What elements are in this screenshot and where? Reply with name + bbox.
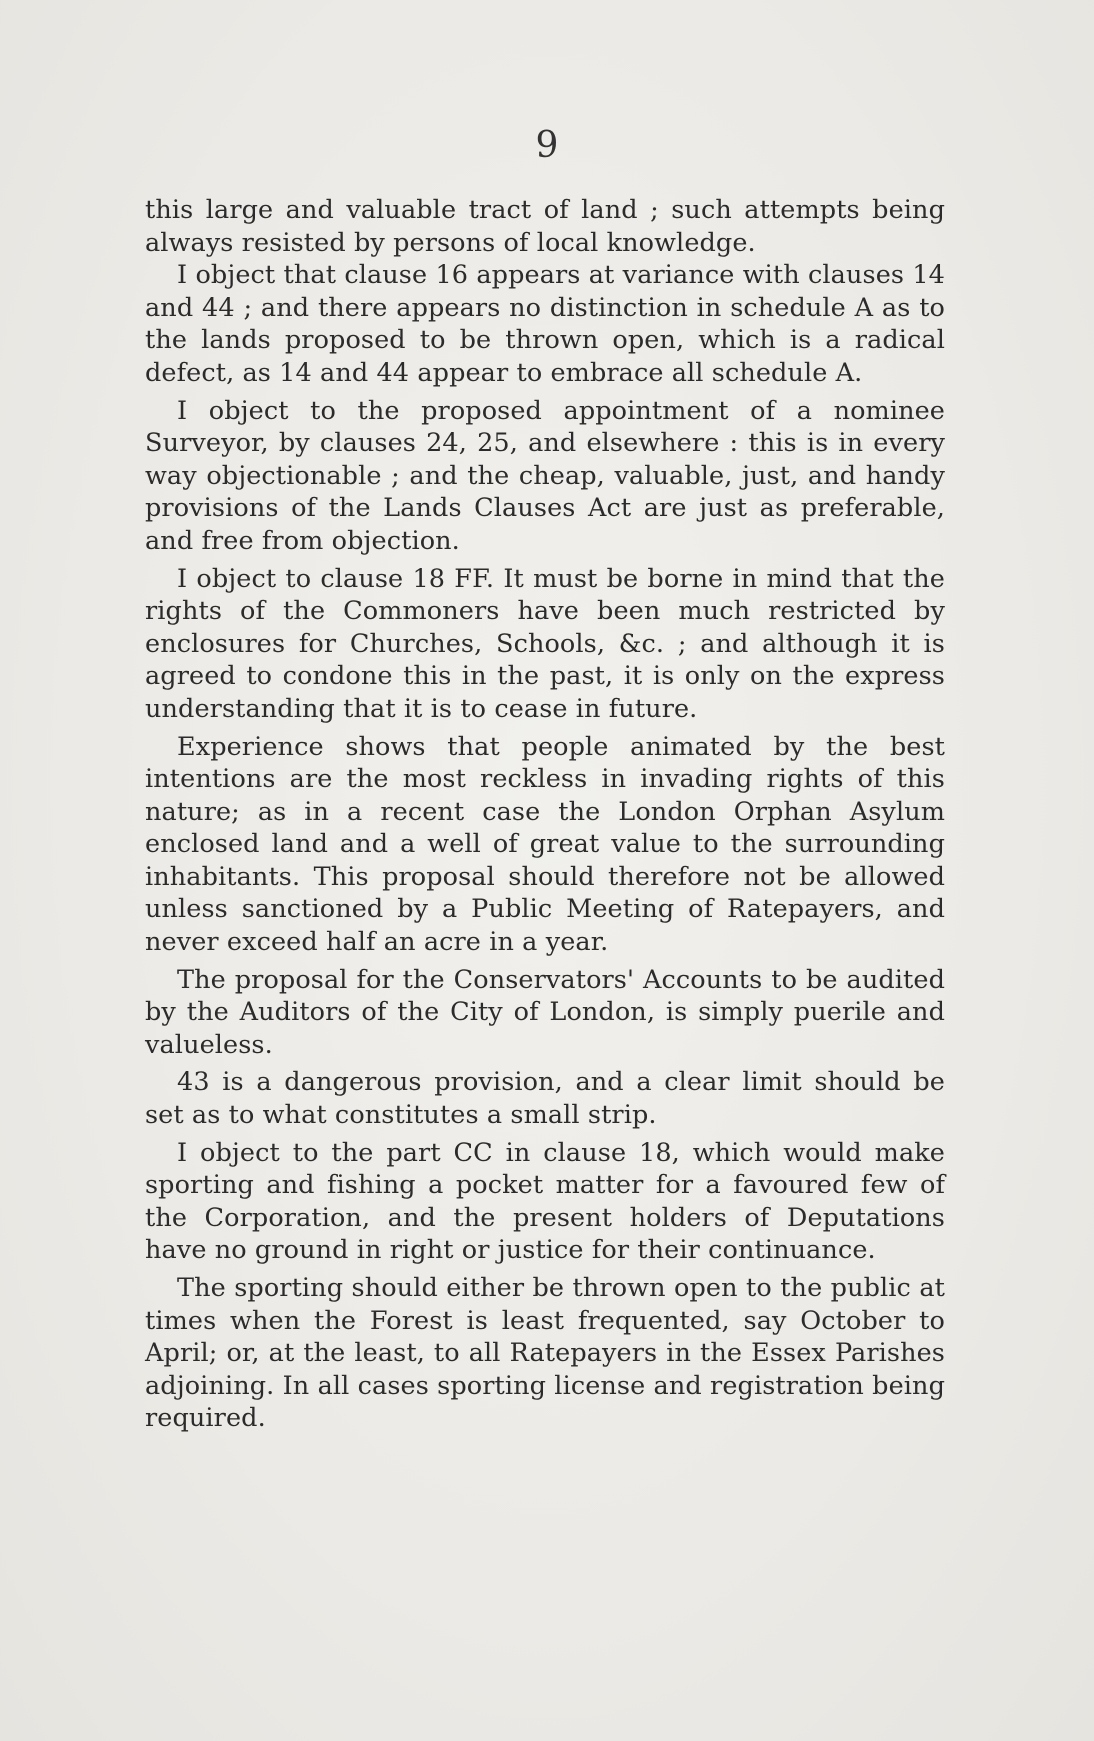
page-number: 9 [535,125,559,166]
paragraph-4: I object to clause 18 FF. It must be borne in mind that the rights of the Commoners have been much restricted by enclosures for Churches, Schools, &c. ; and although it is agreed to condone this in the past, it is only on the express understanding that it is to cease in future. [145,563,945,724]
paragraph-2: I object that clause 16 appears at variance with clauses 14 and 44 ; and there appears no distinction in schedule A as to the lands proposed to be thrown open, which is a radical defect, as 14 and 44 appear to embrace all schedule A. [145,260,945,388]
paragraph-5: Experience shows that people animated by the best intentions are the most reckless in invading rights of this nature; as in a recent case the London Orphan Asylum enclosed land and a well of great value to the surrounding inhabitants. This proposal should therefore not be allowed unless sanctioned by a Public Meeting of Ratepayers, and never exceed half an acre in a year. [145,731,945,958]
paragraph-8: I object to the part CC in clause 18, which would make sporting and fishing a pocket matter for a favoured few of the Corporation, and the present holders of Deputations have no ground in right or justice for their continuance. [145,1137,945,1266]
paragraph-9: The sporting should either be thrown open to the public at times when the Forest is least frequented, say October to April; or, at the least, to all Ratepayers in the Essex Parishes adjoining. In all cases sporting license and registration being required. [145,1273,945,1434]
paragraph-3: I object to the proposed appointment of a nominee Surveyor, by clauses 24, 25, and elsewhere : this is in every way objectionable ; and the cheap, valuable, just, and handy provisions of the Lands Clauses Act are just as preferable, and free from objection. [145,395,945,556]
body-text [145,194,945,1435]
paragraph-7: 43 is a dangerous provision, and a clear limit should be set as to what constitutes a small strip. [145,1067,945,1131]
paragraph-1: this large and valuable tract of land ; such attempts being always resisted by persons of local knowledge. [145,195,945,258]
paragraph-6: The proposal for the Conservators' Accounts to be audited by the Auditors of the City of London, is simply puerile and valueless. [145,964,945,1060]
